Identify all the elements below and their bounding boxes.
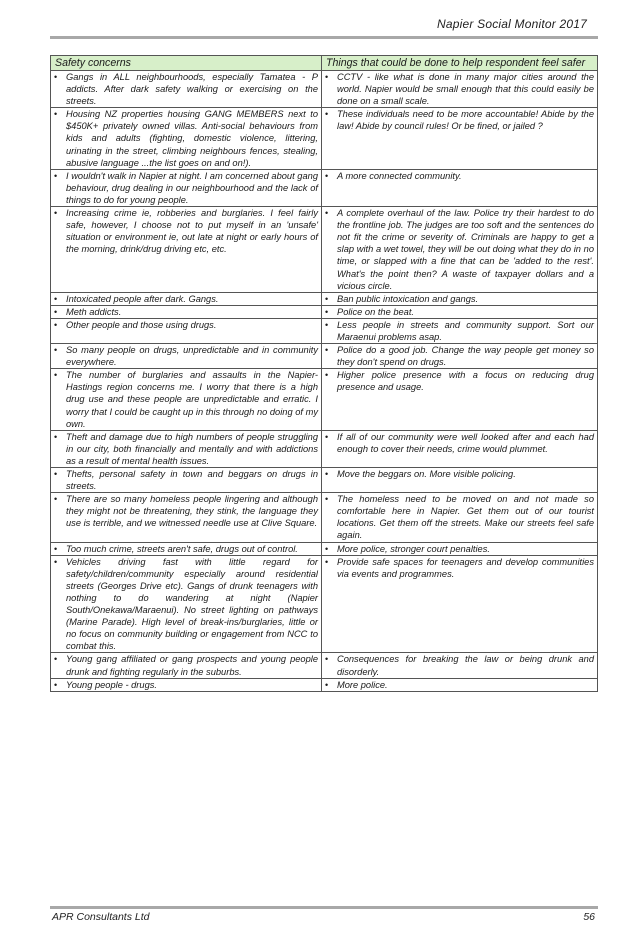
suggestion-cell xyxy=(322,169,598,206)
table-body xyxy=(51,71,598,692)
safety-concern-cell xyxy=(51,344,322,369)
bullet-icon: • xyxy=(54,345,58,356)
table-row xyxy=(51,468,598,493)
bullet-icon: • xyxy=(54,543,58,554)
bullet-icon: • xyxy=(325,306,329,317)
bullet-icon: • xyxy=(325,293,329,304)
safety-concern-cell xyxy=(51,369,322,430)
safety-concern-cell xyxy=(51,430,322,467)
safety-concern-cell xyxy=(51,653,322,678)
page-header-title: Napier Social Monitor 2017 xyxy=(437,17,587,31)
suggestion-text: Higher police presence with a focus on reducing drug presence and usage. xyxy=(337,370,594,393)
safety-concern-cell xyxy=(51,555,322,653)
bullet-icon: • xyxy=(325,345,329,356)
safety-concern-text: I wouldn't walk in Napier at night. I am concerned about gang behaviour, drug dealing in our neighbourhood and the lack of things to do for young people. xyxy=(66,170,318,205)
table-row xyxy=(51,542,598,555)
footer-page-number: 56 xyxy=(583,911,595,923)
table-row xyxy=(51,169,598,206)
suggestion-text: Less people in streets and community support. Sort our Maraenui problems asap. xyxy=(337,319,594,342)
bullet-icon: • xyxy=(325,654,329,665)
suggestion-text: More police, stronger court penalties. xyxy=(337,543,490,554)
safety-concern-text: So many people on drugs, unpredictable and in community everywhere. xyxy=(66,345,318,368)
suggestion-text: Consequences for breaking the law or being drunk and disorderly. xyxy=(337,654,594,677)
table-row xyxy=(51,318,598,343)
bullet-icon: • xyxy=(325,469,329,479)
bullet-icon: • xyxy=(325,543,329,554)
bullet-icon: • xyxy=(54,208,58,219)
suggestion-text: Move the beggars on. More visible policing. xyxy=(337,469,516,479)
bullet-icon: • xyxy=(54,72,58,82)
table-row xyxy=(51,207,598,293)
table-row xyxy=(51,678,598,691)
bullet-icon: • xyxy=(325,431,329,442)
safety-concern-text: Increasing crime ie, robberies and burglaries. I feel fairly safe, however, I choose not to put myself in an 'unsafe' situation or environment ie, out late at night or early hours of the morning, drink/drug driving etc, etc. xyxy=(66,208,318,255)
suggestion-text: Police do a good job. Change the way people get money so they don't spend on drugs. xyxy=(337,345,594,368)
suggestion-cell xyxy=(322,292,598,305)
suggestion-cell xyxy=(322,369,598,430)
suggestion-cell xyxy=(322,318,598,343)
table-row xyxy=(51,555,598,653)
suggestion-text: These individuals need to be more accountable! Abide by the law! Abide by council rules! Or be fined, or jailed ? xyxy=(337,109,594,132)
suggestion-cell xyxy=(322,555,598,653)
suggestion-cell xyxy=(322,207,598,293)
bullet-icon: • xyxy=(54,293,58,304)
suggestion-cell xyxy=(322,305,598,318)
suggestion-text: A complete overhaul of the law. Police try their hardest to do the frontline job. The judges are too soft and the sentences do not fit the crime or severity of. Criminals are happy to get a slap with a wet towel, they will be out doing what they do in no time, or slapped with a fine that can be 'added to the rest'. What's the point then? A waste of taxpayer dollars and a vicious circle. xyxy=(337,208,594,291)
suggestion-cell xyxy=(322,71,598,108)
bullet-icon: • xyxy=(54,109,58,120)
suggestion-text: Provide safe spaces for teenagers and develop communities via events and programmes. xyxy=(337,556,594,579)
suggestion-text: CCTV - like what is done in many major cities around the world. Napier would be small enough that this could easily be done on a small scale. xyxy=(337,72,594,107)
safety-concern-cell xyxy=(51,305,322,318)
table-row xyxy=(51,292,598,305)
safety-concern-cell xyxy=(51,169,322,206)
table-row xyxy=(51,430,598,467)
bullet-icon: • xyxy=(54,494,58,505)
safety-concern-text: Intoxicated people after dark. Gangs. xyxy=(66,293,219,304)
footer-rule xyxy=(50,906,598,909)
column-header-suggestions: Things that could be done to help respondent feel safer xyxy=(322,56,598,71)
table-row xyxy=(51,369,598,430)
bullet-icon: • xyxy=(54,370,58,381)
safety-concern-cell xyxy=(51,207,322,293)
bullet-icon: • xyxy=(325,679,329,690)
safety-concern-cell xyxy=(51,108,322,169)
bullet-icon: • xyxy=(54,431,58,442)
safety-concern-text: Vehicles driving fast with little regard for safety/children/community especially around residential streets (Georges Drive etc). Gangs of drunk teenagers with nothing to do wandering at night (Napier South/Onekawa/Maraenui). No street lighting on pathways (Marine Parade). High level of break-ins/burglaries, little or no focus on community building or engagement from NCC to combat this. xyxy=(66,556,318,652)
bullet-icon: • xyxy=(325,170,329,181)
suggestion-text: The homeless need to be moved on and not made so comfortable here in Napier. Get them out of our tourist locations. Get them off the streets. Make our streets feel safe again. xyxy=(337,494,594,541)
bullet-icon: • xyxy=(54,306,58,317)
bullet-icon: • xyxy=(325,109,329,120)
table-row xyxy=(51,344,598,369)
bullet-icon: • xyxy=(54,170,58,181)
safety-table-container xyxy=(50,55,597,692)
safety-concern-text: Housing NZ properties housing GANG MEMBERS next to $450K+ privately owned villas. Anti-social behaviours from kids and adults (fighting, domestic violence, littering, urinating in the street, climbing neighbours fences, stealing, abusive language ...the list goes on and on!). xyxy=(66,109,318,168)
suggestion-cell xyxy=(322,653,598,678)
column-header-safety-concerns: Safety concerns xyxy=(51,56,322,71)
safety-concern-text: Theft and damage due to high numbers of people struggling in our city, both financially and mentally and with addictions as a result of mental health issues. xyxy=(66,431,318,466)
safety-concern-text: Other people and those using drugs. xyxy=(66,319,217,330)
suggestion-cell xyxy=(322,493,598,542)
suggestion-cell xyxy=(322,108,598,169)
suggestion-cell xyxy=(322,468,598,493)
safety-concern-cell xyxy=(51,468,322,493)
table-row xyxy=(51,71,598,108)
table-row xyxy=(51,305,598,318)
safety-concern-text: Too much crime, streets aren't safe, drugs out of control. xyxy=(66,543,298,554)
suggestion-text: Police on the beat. xyxy=(337,306,415,317)
footer-company: APR Consultants Ltd xyxy=(52,911,150,923)
safety-concern-text: Young people - drugs. xyxy=(66,679,157,690)
suggestion-text: If all of our community were well looked after and each had enough to cover their needs, crime would plummet. xyxy=(337,431,594,454)
bullet-icon: • xyxy=(325,72,329,82)
safety-concern-text: Gangs in ALL neighbourhoods, especially Tamatea - P addicts. After dark safety walking or exercising on the streets. xyxy=(66,72,318,107)
table-row xyxy=(51,108,598,169)
bullet-icon: • xyxy=(54,469,58,479)
header-rule xyxy=(50,36,598,39)
safety-concern-text: Thefts, personal safety in town and beggars on drugs in streets. xyxy=(66,469,318,492)
suggestion-text: Ban public intoxication and gangs. xyxy=(337,293,479,304)
safety-concern-text: The number of burglaries and assaults in the Napier-Hastings region concerns me. I worry that there is a high drug use and these people are unpredictable and erratic. I worry that I could be caught up in this through no doing of my own. xyxy=(66,370,318,429)
suggestion-cell xyxy=(322,542,598,555)
safety-concerns-table xyxy=(50,55,598,692)
bullet-icon: • xyxy=(325,370,329,381)
suggestion-cell xyxy=(322,678,598,691)
suggestion-text: More police. xyxy=(337,679,388,690)
table-row xyxy=(51,493,598,542)
suggestion-cell xyxy=(322,430,598,467)
bullet-icon: • xyxy=(325,208,329,219)
safety-concern-text: There are so many homeless people lingering and although they might not be threatening, they stink, the language they use is terrible, and we witnessed needle use at Clive Square. xyxy=(66,494,318,529)
bullet-icon: • xyxy=(54,679,58,690)
safety-concern-cell xyxy=(51,292,322,305)
bullet-icon: • xyxy=(325,319,329,330)
safety-concern-cell xyxy=(51,678,322,691)
table-row xyxy=(51,653,598,678)
safety-concern-text: Young gang affiliated or gang prospects and young people drunk and fighting regularly in the suburbs. xyxy=(66,654,318,677)
safety-concern-cell xyxy=(51,542,322,555)
suggestion-cell xyxy=(322,344,598,369)
suggestion-text: A more connected community. xyxy=(337,170,462,181)
bullet-icon: • xyxy=(325,556,329,567)
bullet-icon: • xyxy=(54,654,58,665)
bullet-icon: • xyxy=(325,494,329,505)
safety-concern-cell xyxy=(51,318,322,343)
bullet-icon: • xyxy=(54,556,58,567)
safety-concern-cell xyxy=(51,493,322,542)
table-header-row xyxy=(51,56,598,71)
safety-concern-cell xyxy=(51,71,322,108)
bullet-icon: • xyxy=(54,319,58,330)
safety-concern-text: Meth addicts. xyxy=(66,306,122,317)
